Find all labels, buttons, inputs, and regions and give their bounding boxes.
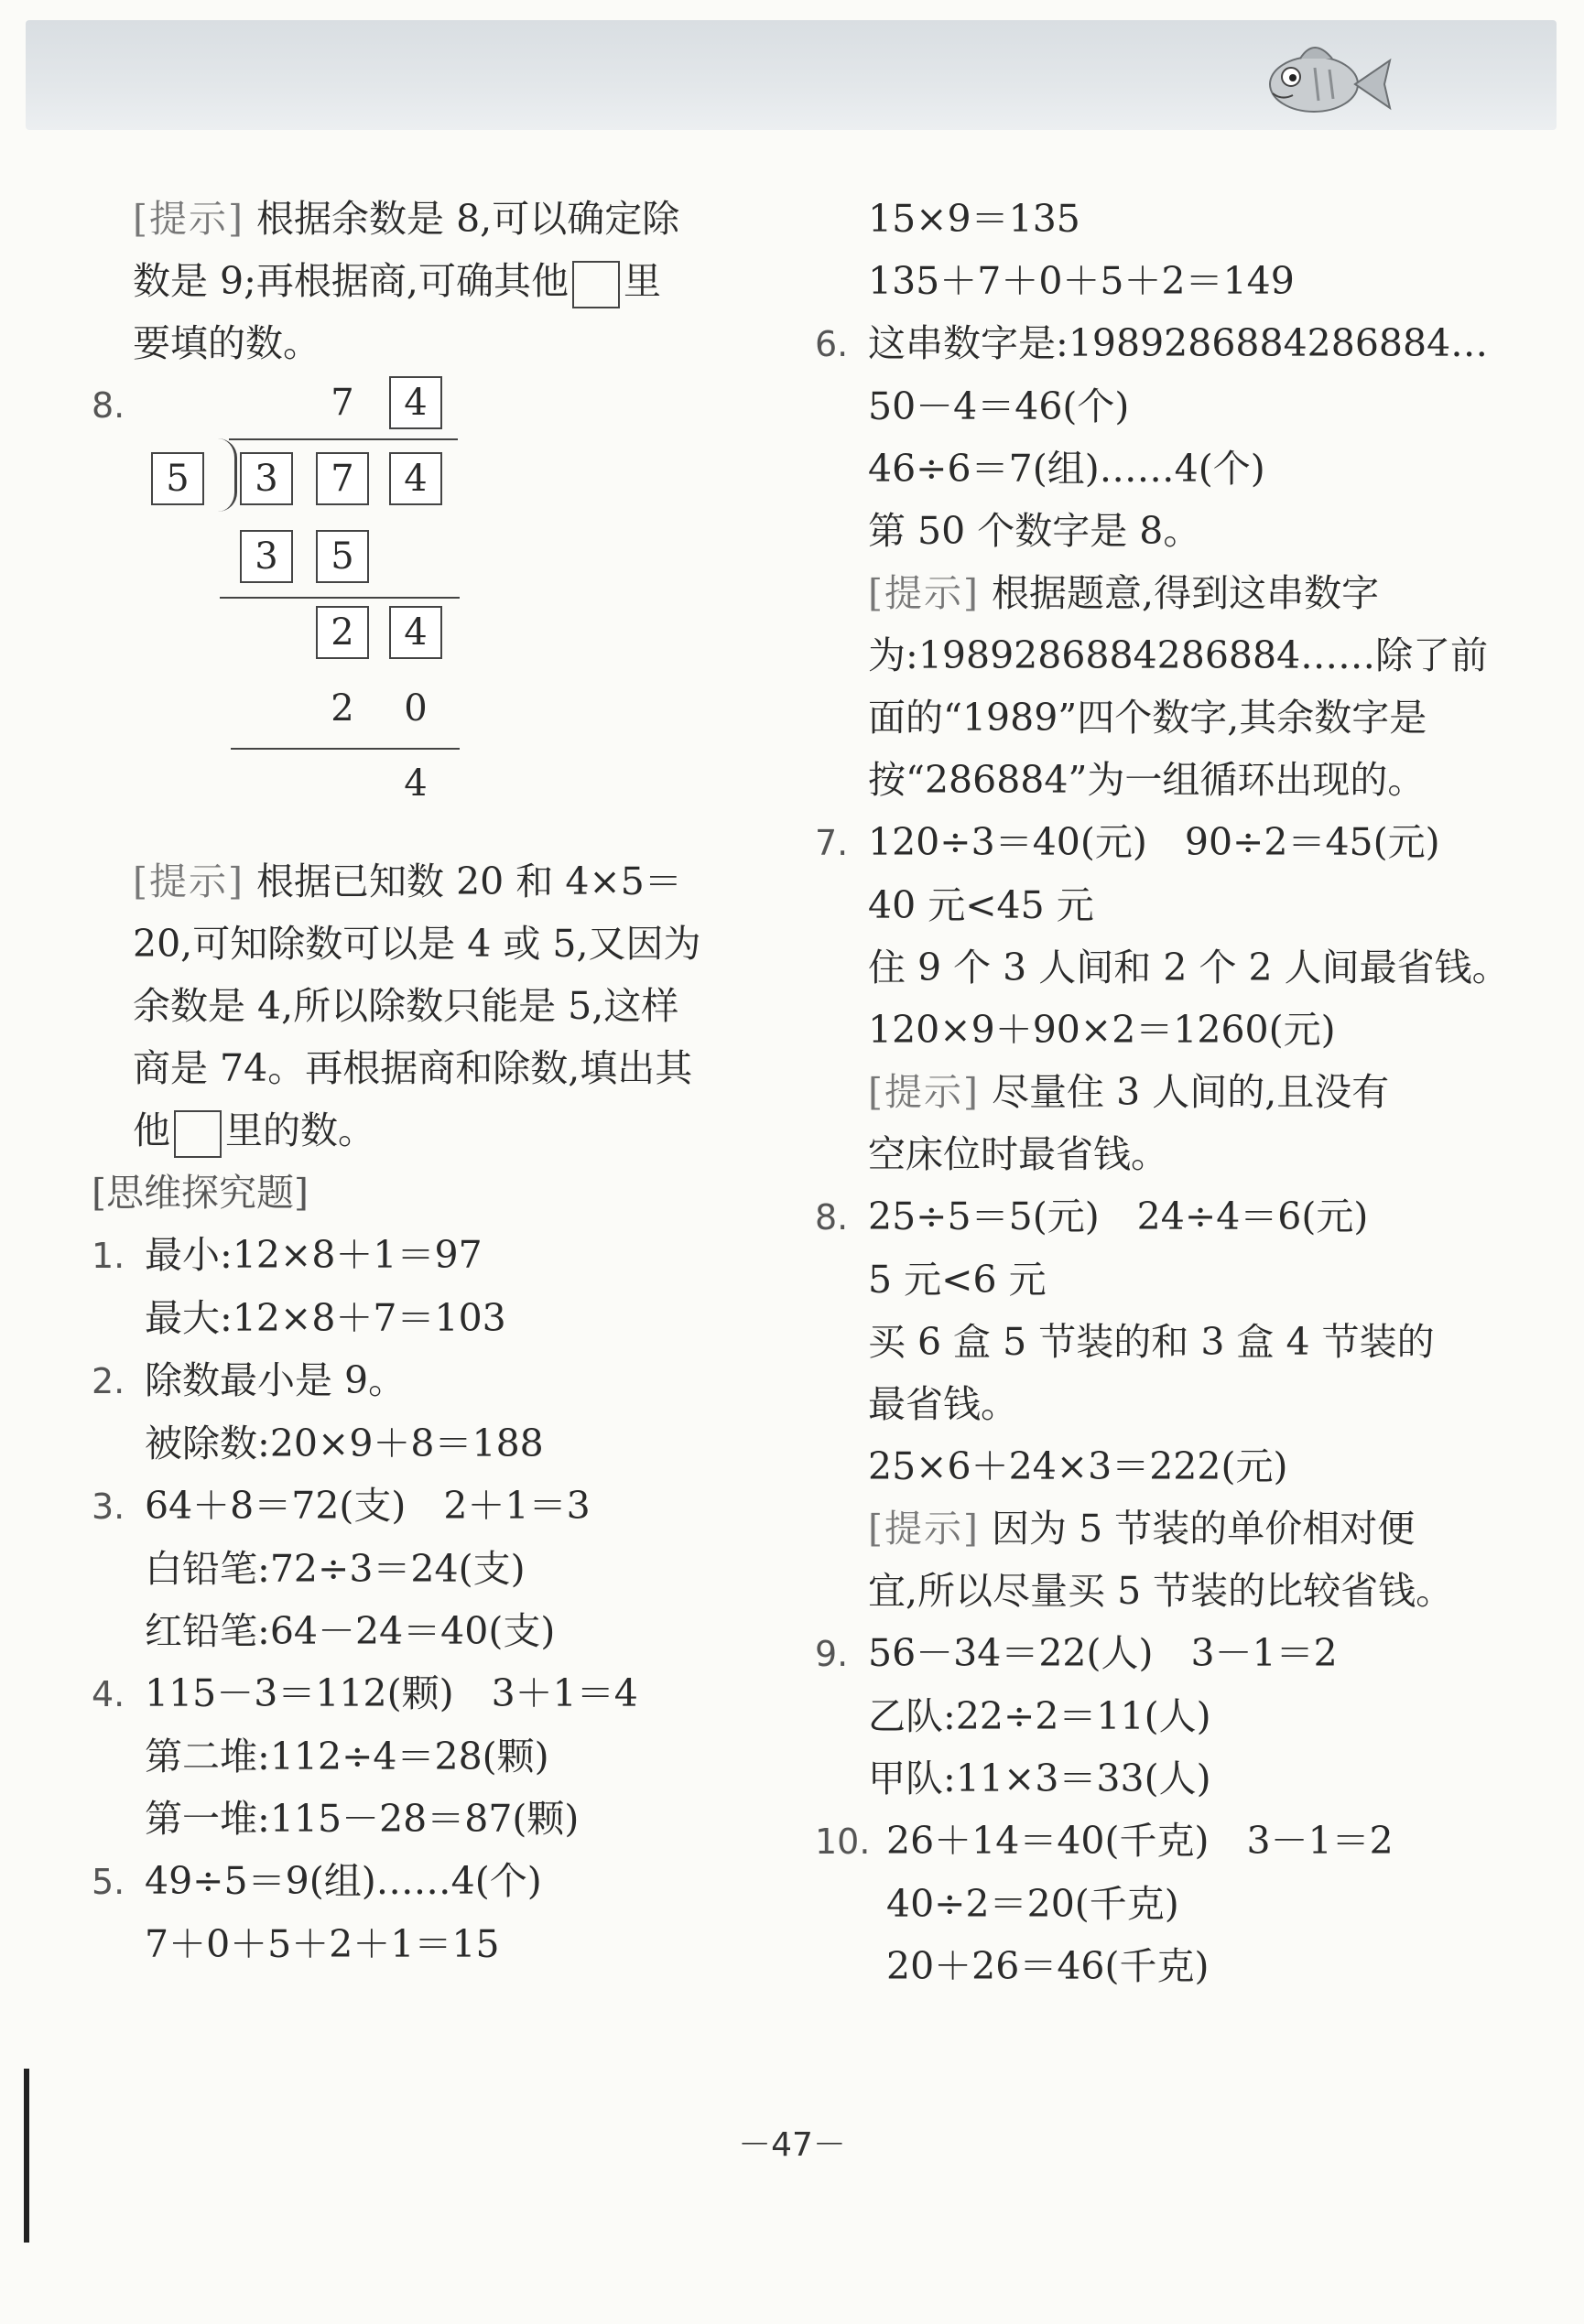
question-number: 5.: [92, 1862, 125, 1902]
blank-box: [174, 1110, 222, 1158]
answer-text: 白铅笔:72÷3＝24(支): [145, 1547, 526, 1591]
hint-text: 因为 5 节装的单价相对便: [992, 1507, 1416, 1551]
answer-text: 120×9＋90×2＝1260(元): [868, 1008, 1336, 1052]
hint-text: 要填的数。: [133, 321, 320, 365]
answer-text: 住 9 个 3 人间和 2 个 2 人间最省钱。: [868, 946, 1510, 989]
dividend-box: 3: [240, 452, 293, 505]
page-edge-mark: [24, 2069, 29, 2243]
partial-remainder-box: 4: [389, 606, 442, 659]
hint-line: [815, 1123, 1511, 1185]
hint-text: 宜,所以尽量买 5 节装的比较省钱。: [868, 1569, 1454, 1613]
hint-text: 20,可知除数可以是 4 或 5,又因为: [133, 922, 701, 966]
answer-text: 40÷2＝20(千克): [886, 1882, 1179, 1926]
answer-line: [815, 1435, 1511, 1497]
hint-text: 里: [623, 259, 661, 303]
hint-text: 根据已知数 20 和 4×5＝: [256, 859, 682, 903]
subtrahend-digit: 2: [331, 687, 354, 730]
right-column: [815, 188, 1511, 1997]
answer-line: [815, 999, 1511, 1061]
answer-text: 120÷3＝40(元) 90÷2＝45(元): [868, 820, 1440, 864]
division-bracket: [218, 438, 237, 512]
answer-line: [815, 312, 1511, 375]
dividend-box: 7: [316, 452, 369, 505]
answer-text: 115－3＝112(颗) 3＋1＝4: [145, 1671, 638, 1715]
answer-text: 第 50 个数字是 8。: [868, 509, 1201, 553]
answer-text: 红铅笔:64－24＝40(支): [145, 1609, 556, 1653]
hint-line: [815, 624, 1511, 686]
dividend-box: 4: [389, 452, 442, 505]
page-number: －47－: [738, 2126, 846, 2164]
hint-line: [815, 1560, 1511, 1622]
hint-tag: [提示]: [133, 859, 244, 903]
hint-block: [92, 850, 787, 1162]
answer-line: [815, 1935, 1511, 1997]
hint-text: 面的“1989”四个数字,其余数字是: [868, 696, 1427, 740]
answer-text: 5 元<6 元: [868, 1258, 1047, 1302]
hint-text: 数是 9;再根据商,可确其他: [133, 259, 569, 303]
answer-text: 最小:12×8＋1＝97: [145, 1233, 483, 1277]
section-heading: [思维探究题]: [92, 1171, 309, 1215]
answer-line: [815, 874, 1511, 936]
hint-line: [815, 562, 1511, 624]
hint-text: 按“286884”为一组循环出现的。: [868, 758, 1426, 802]
answer-line: [92, 1788, 787, 1850]
answer-text: 第二堆:112÷4＝28(颗): [145, 1735, 549, 1778]
question-number: 10.: [815, 1821, 871, 1862]
answer-line: [815, 438, 1511, 500]
question-number: 1.: [92, 1236, 125, 1276]
answer-line: [815, 375, 1511, 438]
subtrahend-box: 5: [316, 530, 369, 583]
question-number: 7.: [815, 823, 849, 863]
answer-line: 15×9＝135: [868, 197, 1080, 241]
answer-line: [92, 1662, 787, 1725]
answer-text: 49÷5＝9(组)……4(个): [145, 1859, 542, 1903]
hint-line: [815, 1497, 1511, 1560]
answer-text: 50－4＝46(个): [868, 384, 1130, 428]
hint-tag: [提示]: [868, 1507, 980, 1551]
answer-line: [815, 1248, 1511, 1311]
hint-line: [815, 1061, 1511, 1123]
left-column: [92, 188, 787, 1975]
answer-text: 20＋26＝46(千克): [886, 1944, 1210, 1988]
blank-box: [572, 261, 620, 308]
hint-text: 空床位时最省钱。: [868, 1132, 1168, 1176]
answer-line: [815, 1810, 1511, 1873]
answer-list: [815, 312, 1511, 1997]
answer-line: [815, 1185, 1511, 1248]
answer-line: [815, 1685, 1511, 1747]
answer-text: 7＋0＋5＋2＋1＝15: [145, 1922, 500, 1966]
answer-text: 26＋14＝40(千克) 3－1＝2: [886, 1819, 1394, 1863]
answer-line: [92, 1538, 787, 1600]
answer-list: [92, 1224, 787, 1975]
answer-line: [92, 1412, 787, 1475]
answer-line: [92, 1725, 787, 1788]
hint-tag: [提示]: [868, 1070, 980, 1114]
final-remainder: 4: [404, 762, 428, 805]
answer-line: [815, 936, 1511, 999]
answer-line: [815, 1747, 1511, 1810]
answer-text: 这串数字是:1989286884286884…: [868, 321, 1489, 365]
hint-text: 根据余数是 8,可以确定除: [256, 197, 680, 241]
answer-line: [815, 811, 1511, 874]
divisor-box: 5: [151, 452, 204, 505]
hint-text: 为:1989286884286884……除了前: [868, 633, 1489, 677]
answer-line: [92, 1349, 787, 1412]
answer-line: [92, 1600, 787, 1662]
long-division: [92, 374, 787, 850]
quotient-digit: 7: [331, 382, 354, 424]
hint-line: [815, 749, 1511, 811]
answer-text: 乙队:22÷2＝11(人): [868, 1694, 1211, 1738]
hint-text: 里的数。: [225, 1108, 375, 1152]
answer-line: [815, 500, 1511, 562]
hint-text: 根据题意,得到这串数字: [992, 571, 1380, 615]
answer-line: [815, 1311, 1511, 1373]
answer-line: [92, 1287, 787, 1349]
answer-line: [815, 1873, 1511, 1935]
hint-text: 余数是 4,所以除数只能是 5,这样: [133, 984, 679, 1028]
question-number: 8.: [815, 1197, 849, 1238]
answer-text: 25÷5＝5(元) 24÷4＝6(元): [868, 1194, 1369, 1238]
answer-text: 除数最小是 9。: [145, 1358, 407, 1402]
answer-line: [92, 1850, 787, 1913]
question-number: 3.: [92, 1486, 125, 1527]
answer-text: 40 元<45 元: [868, 883, 1094, 927]
hint-text: 商是 74。再根据商和除数,填出其: [133, 1046, 693, 1090]
hint-text: 尽量住 3 人间的,且没有: [992, 1070, 1390, 1114]
partial-remainder-box: 2: [316, 606, 369, 659]
answer-text: 25×6＋24×3＝222(元): [868, 1444, 1288, 1488]
answer-line: [92, 1475, 787, 1538]
question-number: 9.: [815, 1634, 849, 1674]
answer-text: 买 6 盒 5 节装的和 3 盒 4 节装的: [868, 1320, 1435, 1364]
answer-line: [815, 1373, 1511, 1435]
answer-text: 最省钱。: [868, 1382, 1018, 1426]
hint-text: 他: [133, 1108, 170, 1152]
answer-text: 被除数:20×9＋8＝188: [145, 1421, 544, 1465]
answer-text: 64＋8＝72(支) 2＋1＝3: [145, 1484, 591, 1528]
quotient-box: 4: [389, 376, 442, 429]
answer-text: 最大:12×8＋7＝103: [145, 1296, 506, 1340]
answer-text: 甲队:11×3＝33(人): [868, 1757, 1211, 1800]
subtrahend-digit: 0: [404, 687, 428, 730]
answer-line: [815, 1622, 1511, 1685]
answer-text: 46÷6＝7(组)……4(个): [868, 447, 1265, 491]
subtrahend-box: 3: [240, 530, 293, 583]
answer-line: [92, 1224, 787, 1287]
answer-line: [92, 1913, 787, 1975]
answer-text: 56－34＝22(人) 3－1＝2: [868, 1631, 1338, 1675]
hint-tag: [提示]: [133, 197, 244, 241]
answer-text: 第一堆:115－28＝87(颗): [145, 1797, 580, 1841]
hint-block: [92, 188, 787, 374]
question-number: 6.: [815, 324, 849, 364]
hint-line: [815, 686, 1511, 749]
question-number: 4.: [92, 1674, 125, 1714]
question-number: 2.: [92, 1361, 125, 1401]
hint-tag: [提示]: [868, 571, 980, 615]
answer-line: 135＋7＋0＋5＋2＝149: [868, 259, 1295, 303]
question-number: 8.: [92, 385, 125, 426]
